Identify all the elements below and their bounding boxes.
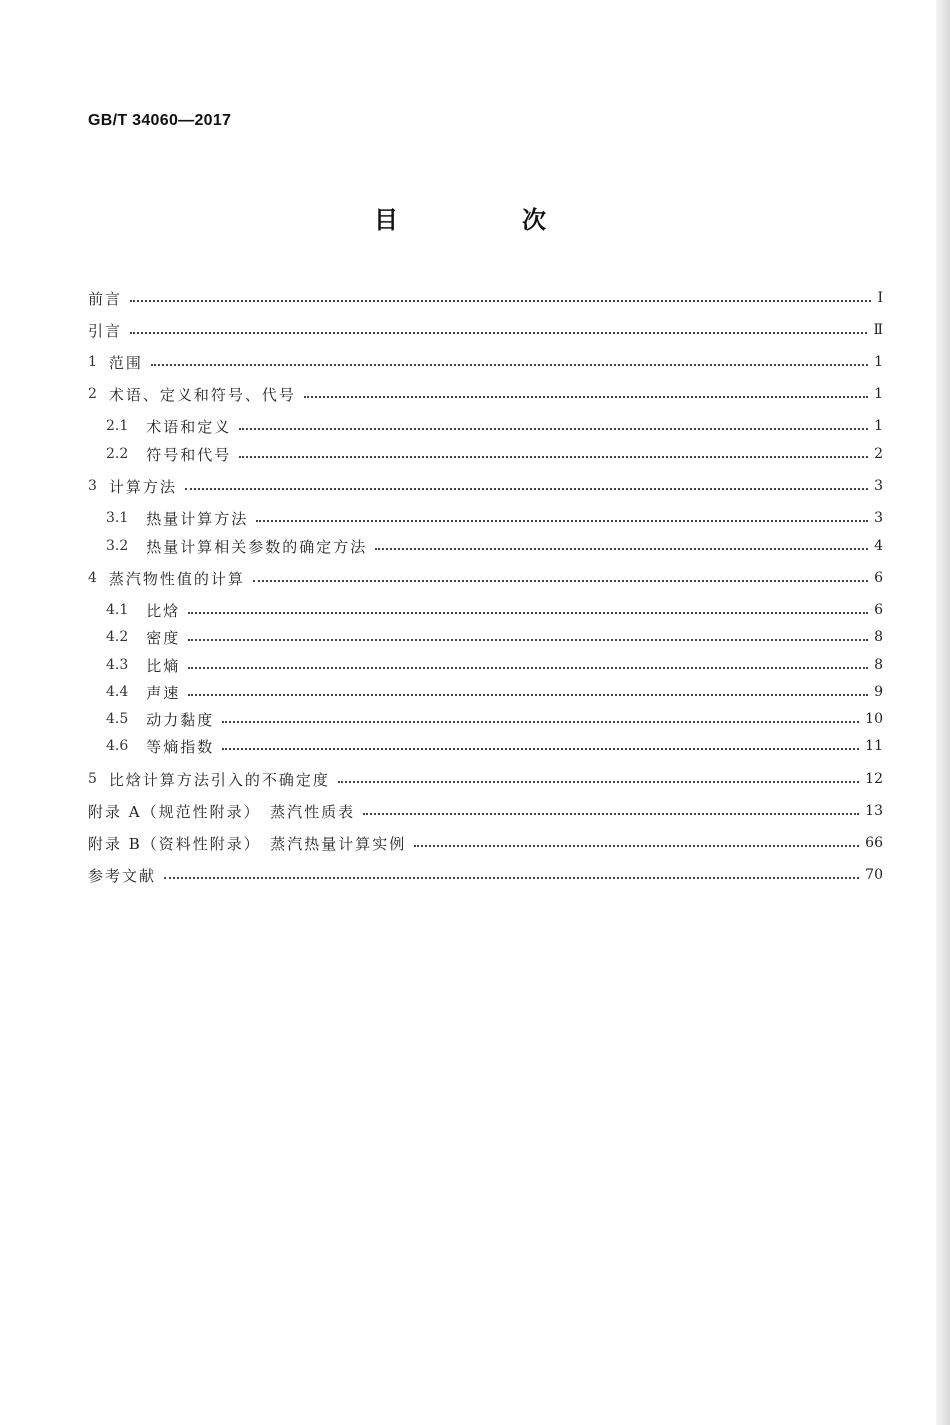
toc-number: 2 bbox=[88, 386, 97, 402]
toc-entry-appendix-b[interactable] bbox=[88, 830, 883, 856]
toc-leader bbox=[222, 711, 859, 723]
toc-page-number: 1 bbox=[874, 418, 883, 434]
toc-entry-section-4-1[interactable] bbox=[106, 597, 883, 623]
toc-page-number: 8 bbox=[874, 629, 883, 645]
toc-label: 术语和定义 bbox=[146, 417, 232, 436]
toc-entry-section-1[interactable] bbox=[88, 349, 883, 375]
toc-entry-appendix-a[interactable] bbox=[88, 798, 883, 824]
toc-label: 术语、定义和符号、代号 bbox=[108, 385, 296, 404]
toc-number: 4 bbox=[88, 570, 97, 586]
toc-page-number: 11 bbox=[865, 738, 883, 754]
toc-label: 声速 bbox=[146, 683, 181, 702]
toc-leader bbox=[130, 322, 867, 334]
toc-label: 符号和代号 bbox=[146, 445, 232, 464]
toc-entry-section-4[interactable] bbox=[88, 565, 883, 591]
toc-leader bbox=[188, 629, 868, 641]
toc-page-number: 66 bbox=[865, 835, 883, 851]
toc-leader bbox=[363, 803, 859, 815]
toc-entry-section-3-1[interactable] bbox=[106, 505, 883, 531]
toc-number: 2.2 bbox=[106, 446, 129, 462]
toc-leader bbox=[222, 738, 859, 750]
toc-leader bbox=[239, 418, 868, 430]
toc-page-number: 6 bbox=[874, 602, 883, 618]
toc-page-number: 4 bbox=[874, 538, 883, 554]
toc-label: 附录 A（规范性附录） 蒸汽性质表 bbox=[88, 802, 356, 821]
toc-number: 5 bbox=[88, 771, 97, 787]
toc-label: 密度 bbox=[146, 628, 181, 647]
toc-entry-section-4-4[interactable] bbox=[106, 679, 883, 705]
toc-number: 4.5 bbox=[106, 711, 129, 727]
toc-entry-section-2-2[interactable] bbox=[106, 441, 883, 467]
toc-leader bbox=[239, 446, 868, 458]
toc-page-number: Ⅰ bbox=[877, 290, 883, 306]
toc-leader bbox=[185, 478, 868, 490]
toc-label: 附录 B（资料性附录） 蒸汽热量计算实例 bbox=[88, 834, 407, 853]
toc-leader bbox=[188, 602, 868, 614]
toc-entry-section-2-1[interactable] bbox=[106, 413, 883, 439]
toc-page-number: 12 bbox=[865, 771, 883, 787]
toc-entry-section-4-5[interactable] bbox=[106, 706, 883, 732]
toc-leader bbox=[164, 867, 859, 879]
toc-label: 比熵 bbox=[146, 656, 181, 675]
toc-leader bbox=[414, 835, 859, 847]
toc-label: 参考文献 bbox=[88, 866, 157, 885]
toc-page-number: Ⅱ bbox=[873, 322, 883, 338]
toc-entry-section-4-6[interactable] bbox=[106, 733, 883, 759]
toc-entry-section-4-3[interactable] bbox=[106, 652, 883, 678]
toc-label: 等熵指数 bbox=[146, 737, 215, 756]
toc-label: 范围 bbox=[108, 353, 143, 372]
toc-page-number: 13 bbox=[865, 803, 883, 819]
toc-entry-introduction[interactable] bbox=[88, 317, 883, 343]
toc-label: 引言 bbox=[88, 321, 123, 340]
toc-page-number: 8 bbox=[874, 657, 883, 673]
toc-entry-section-3[interactable] bbox=[88, 473, 883, 499]
toc-leader bbox=[188, 657, 868, 669]
toc-entry-section-3-2[interactable] bbox=[106, 533, 883, 559]
toc-number: 3.2 bbox=[106, 538, 129, 554]
toc-label: 计算方法 bbox=[108, 477, 177, 496]
toc-number: 4.1 bbox=[106, 602, 129, 618]
toc-label: 比焓 bbox=[146, 601, 181, 620]
toc-number: 1 bbox=[88, 354, 97, 370]
toc-leader bbox=[375, 538, 868, 550]
toc-page-number: 9 bbox=[874, 684, 883, 700]
toc-label: 前言 bbox=[88, 289, 123, 308]
toc-label: 热量计算相关参数的确定方法 bbox=[146, 537, 368, 556]
toc-entry-section-4-2[interactable] bbox=[106, 624, 883, 650]
toc-number: 4.6 bbox=[106, 738, 129, 754]
page-title: 目 次 bbox=[374, 206, 596, 234]
toc-number: 4.2 bbox=[106, 629, 129, 645]
toc-label: 热量计算方法 bbox=[146, 509, 249, 528]
standard-code: GB/T 34060—2017 bbox=[88, 112, 232, 129]
toc-page-number: 3 bbox=[874, 478, 883, 494]
toc-label: 蒸汽物性值的计算 bbox=[108, 569, 245, 588]
toc-number: 3 bbox=[88, 478, 97, 494]
toc-entry-section-5[interactable] bbox=[88, 766, 883, 792]
toc-label: 动力黏度 bbox=[146, 710, 215, 729]
toc-number: 2.1 bbox=[106, 418, 129, 434]
toc-number: 3.1 bbox=[106, 510, 129, 526]
toc-leader bbox=[253, 570, 868, 582]
toc-number: 4.4 bbox=[106, 684, 129, 700]
toc-leader bbox=[130, 290, 871, 302]
toc-entry-section-2[interactable] bbox=[88, 381, 883, 407]
toc-page-number: 10 bbox=[865, 711, 883, 727]
toc-label: 比焓计算方法引入的不确定度 bbox=[108, 770, 330, 789]
toc-entry-references[interactable] bbox=[88, 862, 883, 888]
toc-page-number: 1 bbox=[874, 354, 883, 370]
toc-page-number: 2 bbox=[874, 446, 883, 462]
toc-page-number: 6 bbox=[874, 570, 883, 586]
toc-leader bbox=[304, 386, 868, 398]
toc-page-number: 70 bbox=[865, 867, 883, 883]
toc-leader bbox=[151, 354, 868, 366]
toc-leader bbox=[188, 684, 868, 696]
toc-leader bbox=[256, 510, 868, 522]
toc-entry-foreword[interactable] bbox=[88, 285, 883, 311]
toc-leader bbox=[338, 771, 859, 783]
toc-number: 4.3 bbox=[106, 657, 129, 673]
toc-page-number: 1 bbox=[874, 386, 883, 402]
toc-page-number: 3 bbox=[874, 510, 883, 526]
